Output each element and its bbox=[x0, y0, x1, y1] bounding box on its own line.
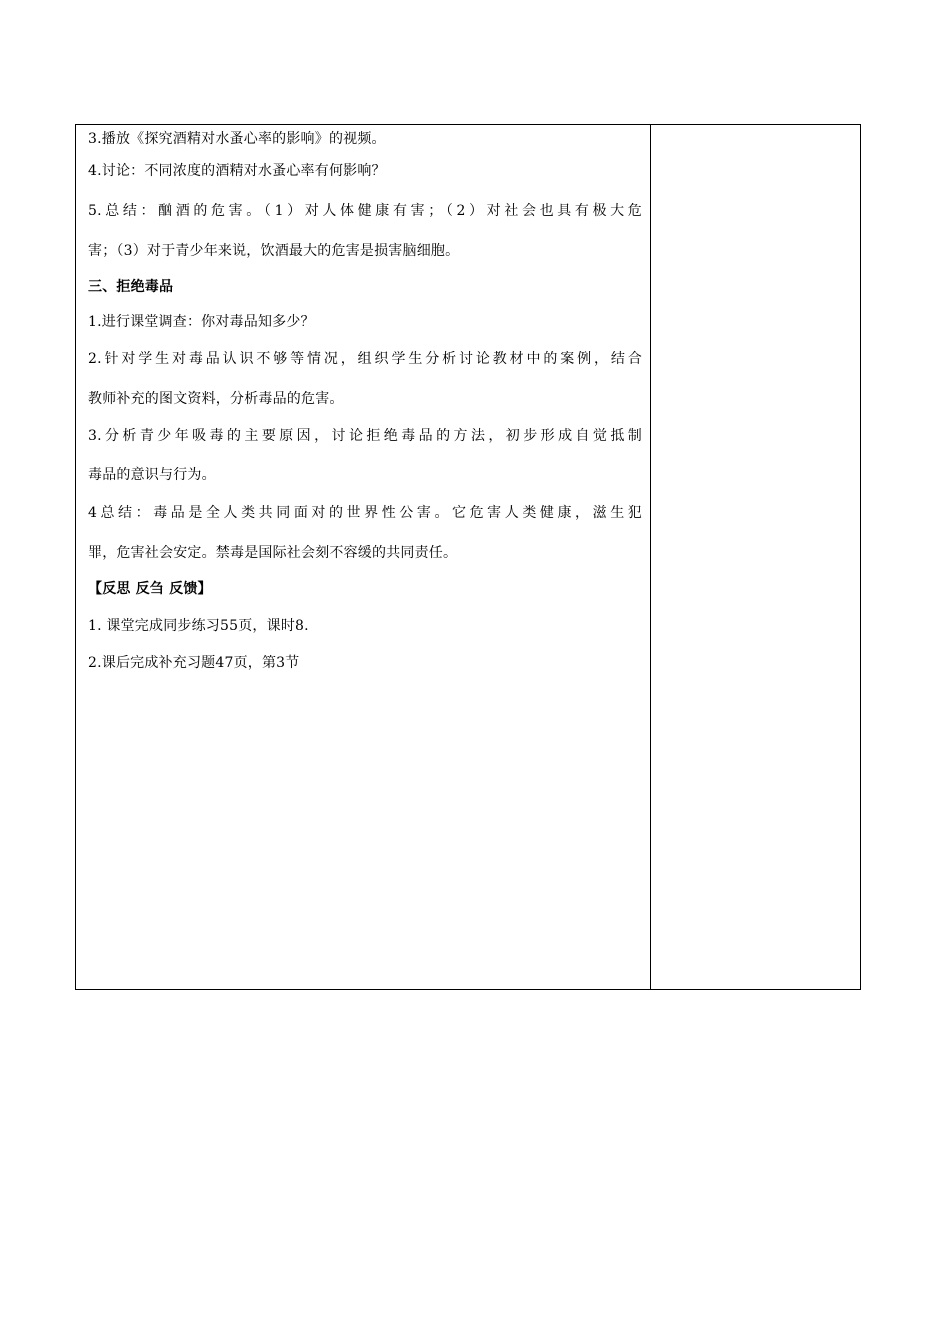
lesson-content-cell bbox=[76, 125, 651, 989]
reflection-heading: 【反思 反刍 反馈】 bbox=[88, 581, 212, 597]
homework-item-2: 2.课后完成补充习题47页，第3节 bbox=[88, 655, 300, 671]
drugs-step-3-line-2: 毒品的意识与行为。 bbox=[88, 467, 216, 483]
drugs-step-1: 1.进行课堂调查：你对毒品知多少？ bbox=[88, 314, 315, 330]
section-heading-refuse-drugs: 三、拒绝毒品 bbox=[88, 279, 174, 295]
drugs-step-3-line-1: 3.分析青少年吸毒的主要原因，讨论拒绝毒品的方法，初步形成自觉抵制 bbox=[88, 428, 642, 444]
homework-item-1: 1. 课堂完成同步练习55页，课时8. bbox=[88, 618, 309, 634]
step-5-summary-line-2: 害；（3）对于青少年来说，饮酒最大的危害是损害脑细胞。 bbox=[88, 243, 460, 259]
drugs-step-2-line-2: 教师补充的图文资料，分析毒品的危害。 bbox=[88, 391, 344, 407]
drugs-summary-line-1: 4总结：毒品是全人类共同面对的世界性公害。它危害人类健康，滋生犯 bbox=[88, 505, 642, 521]
notes-cell bbox=[651, 125, 860, 989]
step-3-video: 3.播放《探究酒精对水蚤心率的影响》的视频。 bbox=[88, 131, 386, 147]
step-5-summary-line-1: 5.总结：酗酒的危害。（1）对人体健康有害；（2）对社会也具有极大危 bbox=[88, 203, 642, 219]
drugs-summary-line-2: 罪，危害社会安定。禁毒是国际社会刻不容缓的共同责任。 bbox=[88, 545, 458, 561]
step-4-discussion: 4.讨论：不同浓度的酒精对水蚤心率有何影响？ bbox=[88, 163, 386, 179]
drugs-step-2-line-1: 2.针对学生对毒品认识不够等情况，组织学生分析讨论教材中的案例，结合 bbox=[88, 351, 642, 367]
lesson-table bbox=[75, 124, 861, 990]
